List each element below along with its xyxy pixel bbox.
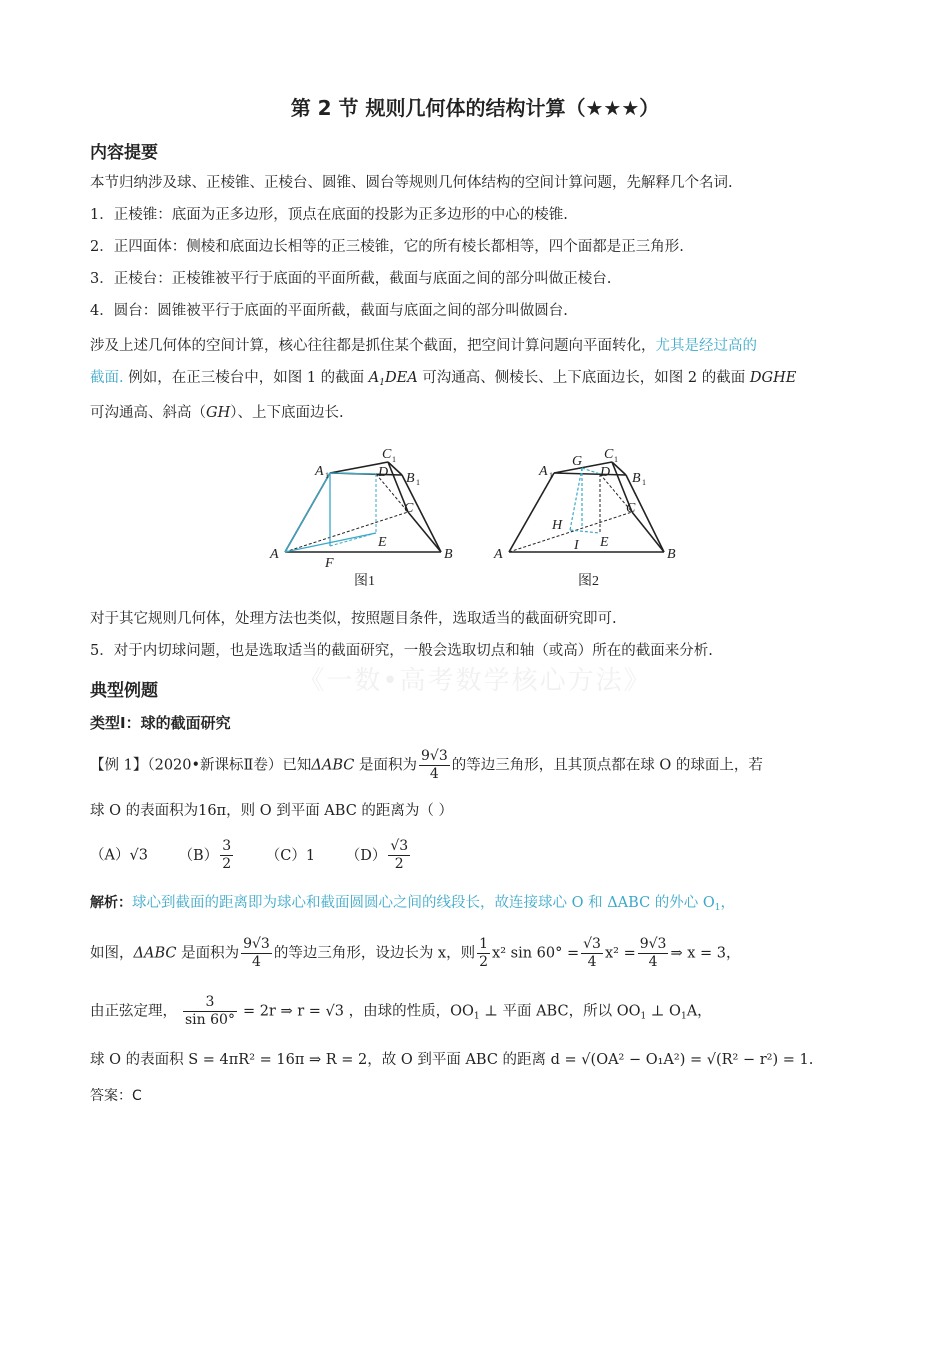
fig1-label-B: B [444,547,453,562]
fig1-label-E: E [378,535,387,550]
summary-heading: 内容提要 [90,143,158,163]
para-highlight-2: 截面. [90,370,124,386]
solution-line4: 球 O 的表面积 S = 4πR² = 16π ⇒ R = 2，故 O 到平面 ABC 的距离 d = √(OA² − O₁A²) = √(R² − r²) = 1. [90,1052,814,1068]
fig2-caption: 图2 [578,574,599,589]
solution-line1: 解析：球心到截面的距离即为球心和截面圆圆心之间的线段长，故连接球心 O 和 ΔABC 的外心 $O_1$， [90,895,736,913]
solution-label: 解析： [90,895,132,911]
fig2-label-B: B [667,547,676,562]
fig2-label-E: E [600,535,609,550]
section-label-1: $A_1DEA$ [368,370,418,388]
answer: 答案：C [90,1088,142,1104]
svg-text:1: 1 [549,471,553,480]
option-d: （D） $\frac{√3}{2}$ [345,838,409,872]
fig2-label-H: H [552,518,563,533]
svg-text:1: 1 [416,478,420,487]
option-a: （A）√3 [90,847,148,864]
svg-text:1: 1 [642,478,646,487]
figure-2 [492,440,692,590]
examples-heading: 典型例题 [90,681,158,701]
example-1-tag: 【例 1】 [90,757,148,774]
example-1-source: （2020•新课标Ⅱ卷）已知 [147,757,312,774]
summary-item-5: 5．对于内切球问题，也是选取适当的截面研究，一般会选取切点和轴（或高）所在的截面来分析. [90,643,713,659]
fig2-label-B1: B [632,471,641,486]
fig1-label-D: D [378,465,389,480]
fig1-label-F: F [325,556,334,571]
fig2-label-A: A [494,547,503,562]
area-fraction: $\frac{9√3}{4}$ [420,748,448,782]
example-1-options [90,838,865,873]
svg-text:1: 1 [325,471,329,480]
summary-paragraph-line3 [90,402,865,424]
summary-item-2: 2．正四面体：侧棱和底面边长相等的正三棱锥，它的所有棱长都相等，四个面都是正三角形. [90,239,684,255]
fig2-label-C: C [626,501,636,516]
fig2-label-A1: A [539,464,548,479]
example-1-text: 是面积为 [354,757,417,774]
summary-item-3: 3．正棱台：正棱锥被平行于底面的平面所截，截面与底面之间的部分叫做正棱台. [90,271,612,287]
fig2-label-G: G [572,454,583,469]
example-1-line2: 球 O 的表面积为16π，则 O 到平面 ABC 的距离为（ ） [90,803,454,819]
para-text-2: 例如，在正三棱台中，如图 1 的截面 [123,370,369,386]
option-b: （B） $\frac{3}{2}$ [178,838,232,872]
page-title: 第 2 节 规则几何体的结构计算（★★★） [290,96,660,120]
type-1-heading: 类型Ⅰ：球的截面研究 [90,714,231,732]
svg-text:1: 1 [614,455,618,464]
fig1-label-C1: C [382,447,392,462]
para-text-4: 可沟通高、斜高（ [90,405,206,421]
summary-item-4: 4．圆台：圆锥被平行于底面的平面所截，截面与底面之间的部分叫做圆台. [90,303,568,319]
summary-item-1: 1．正棱锥：底面为正多边形，顶点在底面的投影为正多边形的中心的棱锥. [90,207,568,223]
solution-line2: 如图，ΔABC 是面积为 $\frac{9√3}{4}$ 的等边三角形，设边长为 x，则 $\frac{1}{2}$ x² sin 60° = $\frac{√3}{4}$ x² = $\frac{9√3}{4}$ ⇒ x = 3， [90,936,741,970]
fig1-label-A: A [270,547,279,562]
fig2-label-I: I [574,538,579,553]
slant-height-label: GH [206,405,231,421]
para-highlight: 尤其是经过高的 [655,338,757,354]
para-text: 涉及上述几何体的空间计算，核心往往都是抓住某个截面，把空间计算问题向平面转化， [90,338,656,354]
fig2-label-D: D [600,465,611,480]
fig2-label-C1: C [604,447,614,462]
para-text-3: 可沟通高、侧棱长、上下底面边长，如图 2 的截面 [417,370,750,386]
example-1-text-2: 的等边三角形，且其顶点都在球 O 的球面上，若 [451,757,763,774]
fig1-caption: 图1 [354,574,375,589]
svg-text:1: 1 [392,455,396,464]
solution-hint: 球心到截面的距离即为球心和截面圆圆心之间的线段长，故连接球心 O 和 ΔABC 的外心 O [132,895,715,911]
summary-paragraph-line2 [90,367,865,394]
fig1-label-A1: A [315,464,324,479]
figure-1 [268,440,468,590]
example-1-line1 [90,748,865,783]
summary-paragraph-line1 [90,335,865,357]
solution-line3: 由正弦定理， $\frac{3}{\sin 60^\circ}$ = 2r ⇒ r = √3 ，由球的性质，$OO_1$ ⊥ 平面 ABC，所以 $OO_1$ ⊥ $O_1A$， [90,994,712,1028]
section-label-2: DGHE [749,370,797,386]
after-figure-text: 对于其它规则几何体，处理方法也类似，按照题目条件，选取适当的截面研究即可. [90,611,617,627]
fig1-label-B1: B [406,471,415,486]
fig1-label-C: C [404,501,414,516]
summary-intro: 本节归纳涉及球、正棱锥、正棱台、圆锥、圆台等规则几何体结构的空间计算问题，先解释几个名词. [90,175,733,191]
triangle-abc: ΔABC [311,757,355,774]
option-c: （C）1 [265,847,316,864]
watermark: 《一数•高考数学核心方法》 [298,666,652,696]
para-text-5: ）、上下底面边长. [230,405,344,421]
